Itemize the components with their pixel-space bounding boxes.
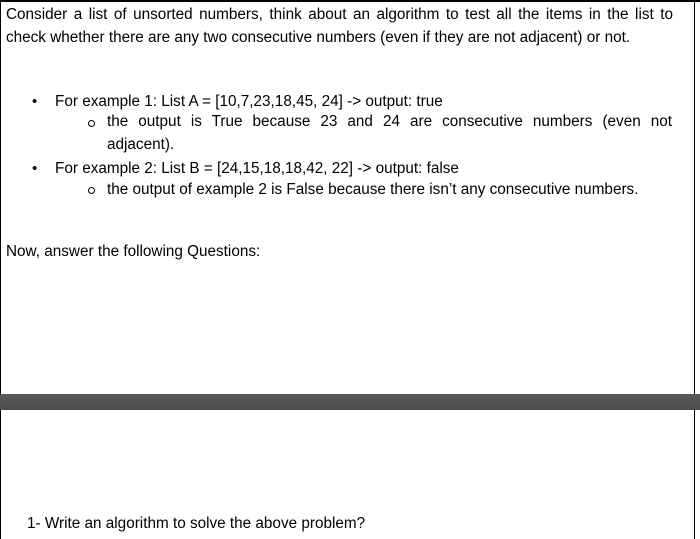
example-1-explanation: the output is True because 23 and 24 are consecutive numbers (even not adjacent). bbox=[107, 113, 672, 153]
hollow-bullet-icon bbox=[88, 187, 95, 194]
document-page-2 bbox=[0, 410, 695, 539]
example-2-explanation: the output of example 2 is False because there isn’t any consecutive numbers. bbox=[107, 181, 639, 198]
bullet-icon: • bbox=[32, 93, 38, 110]
questions-heading: Now, answer the following Questions: bbox=[6, 243, 261, 260]
hollow-bullet-icon bbox=[88, 120, 95, 127]
document-page-1 bbox=[0, 2, 695, 394]
example-1: For example 1: List A = [10,7,23,18,45, 24] -> output: true bbox=[55, 93, 443, 110]
page-separator bbox=[0, 394, 700, 410]
bullet-icon: • bbox=[32, 160, 38, 177]
example-2: For example 2: List B = [24,15,18,18,42, 22] -> output: false bbox=[55, 160, 459, 177]
question-1: 1- Write an algorithm to solve the above problem? bbox=[27, 515, 366, 532]
problem-statement: Consider a list of unsorted numbers, think about an algorithm to test all the items in the list to check whether there are any two consecutive numbers (even if they are not adjacent) or not. bbox=[6, 6, 673, 46]
